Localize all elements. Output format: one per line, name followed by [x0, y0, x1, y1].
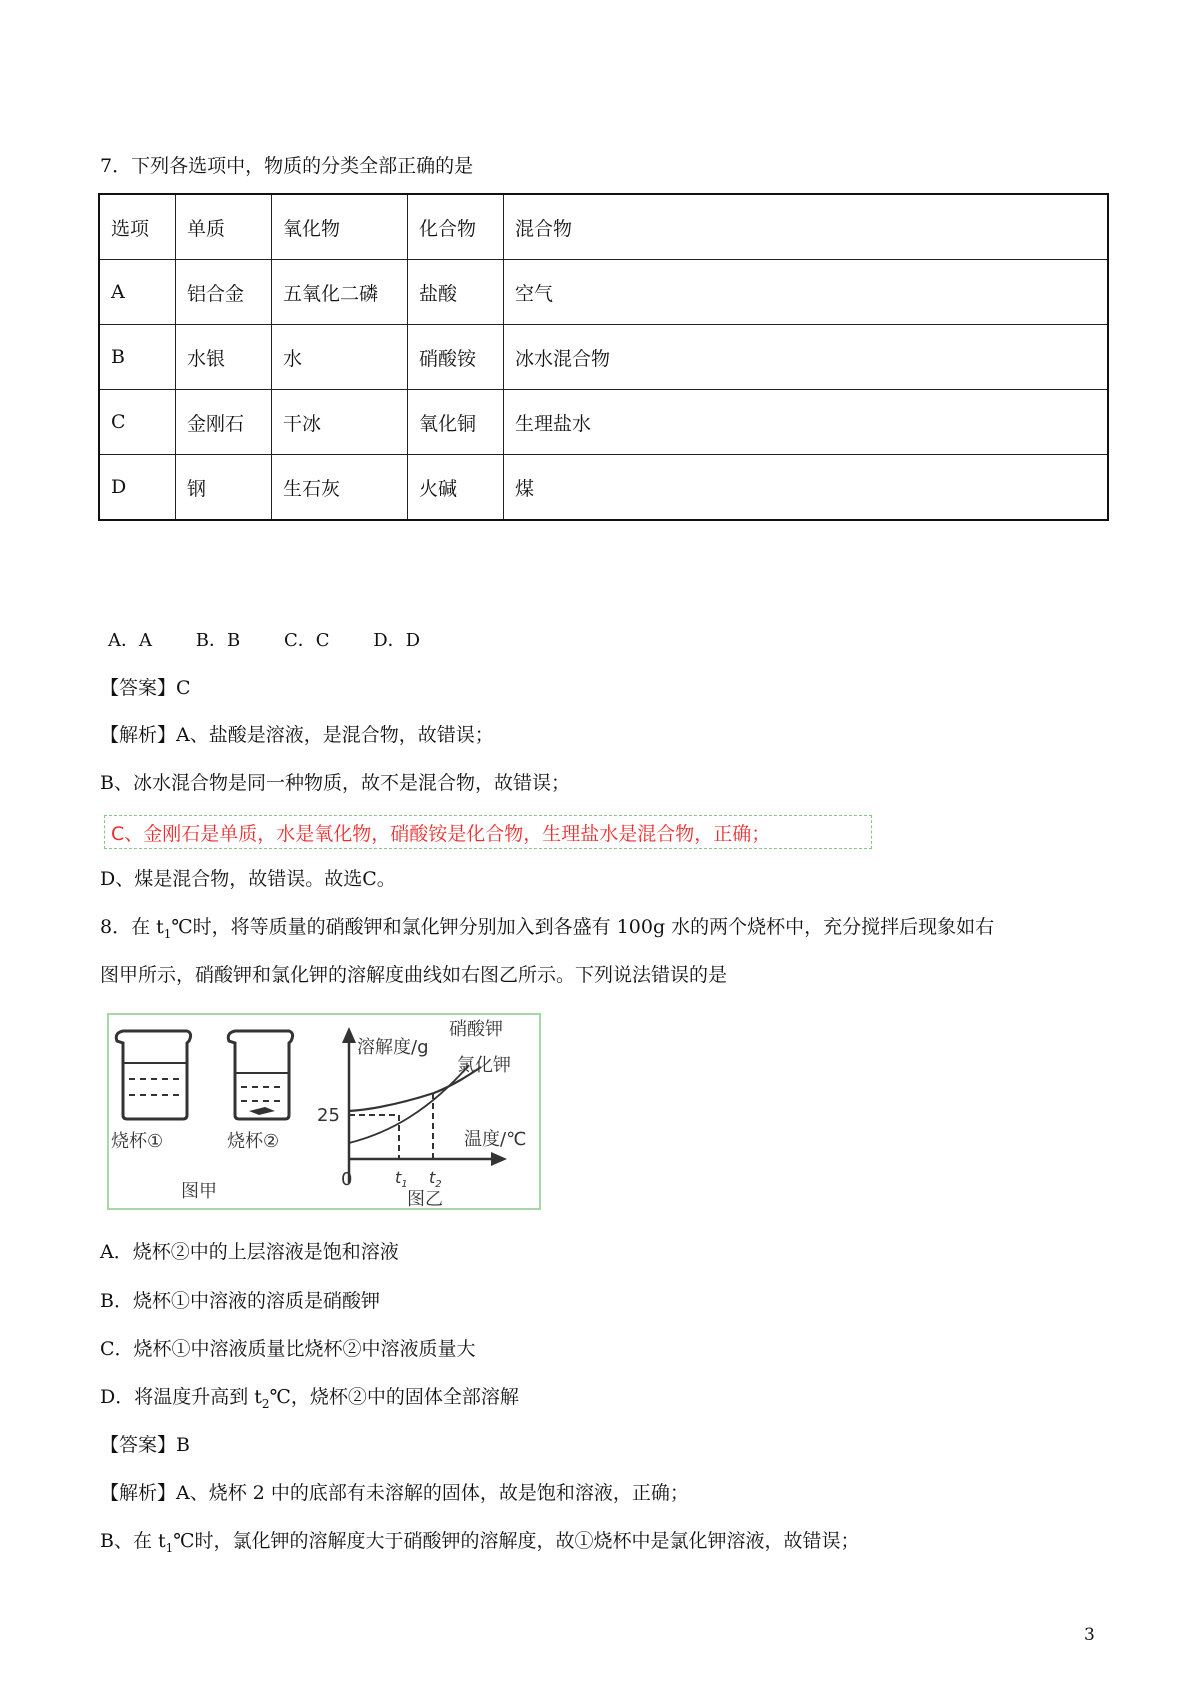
q7-answer: 【答案】C	[100, 677, 191, 699]
table-row	[99, 325, 1108, 390]
table-cell: 水银	[176, 325, 272, 390]
table-cell: D	[99, 455, 176, 521]
table-cell: 生石灰	[272, 455, 408, 521]
table-header-cell: 氧化物	[272, 194, 408, 260]
highlighted-analysis-box	[104, 815, 872, 849]
solubility-figure	[107, 1013, 541, 1210]
table-cell: 生理盐水	[504, 390, 1109, 455]
y-axis-label: 溶解度/g	[357, 1037, 429, 1058]
q8-option-d: D．将温度升高到 $t_2℃$，烧杯②中的固体全部溶解	[100, 1386, 519, 1411]
q8-analysis-b: B、在 $t_1℃$时，氯化钾的溶解度大于硝酸钾的溶解度，故①烧杯中是氯化钾溶液，故错误；	[100, 1530, 860, 1555]
beaker-2	[228, 1031, 292, 1119]
q7-analysis-d: D、煤是混合物，故错误。故选C。	[100, 868, 396, 890]
table-cell: 铝合金	[176, 260, 272, 325]
q8-option-a: A．烧杯②中的上层溶液是饱和溶液	[100, 1241, 399, 1263]
q7-options	[108, 626, 458, 652]
beaker-1-label: 烧杯①	[111, 1131, 164, 1152]
table-row	[99, 390, 1108, 455]
kno3-curve	[349, 1065, 469, 1143]
table-cell: 盐酸	[408, 260, 504, 325]
table-cell: 煤	[504, 455, 1109, 521]
t2-label: $t_2$	[429, 1168, 442, 1190]
option-c: C．C	[283, 630, 330, 651]
undissolved-solid	[249, 1107, 275, 1115]
table-cell: 五氧化二磷	[272, 260, 408, 325]
page-number: 3	[1084, 1625, 1095, 1645]
beaker-1	[116, 1031, 190, 1119]
table-cell: 氧化铜	[408, 390, 504, 455]
fig-a-caption: 图甲	[181, 1181, 217, 1202]
q7-analysis-c: C、金刚石是单质，水是氧化物，硝酸铵是化合物，生理盐水是混合物，正确；	[111, 823, 771, 845]
table-cell: 火碱	[408, 455, 504, 521]
table-cell: 空气	[504, 260, 1109, 325]
table-row	[99, 260, 1108, 325]
q8-option-b: B．烧杯①中溶液的溶质是硝酸钾	[100, 1290, 380, 1312]
table-header-cell: 化合物	[408, 194, 504, 260]
classification-table	[98, 193, 1109, 521]
table-cell: A	[99, 260, 176, 325]
q8-answer: 【答案】B	[100, 1434, 190, 1456]
curve-label-kcl: 氯化钾	[457, 1055, 511, 1076]
fig-b-caption: 图乙	[407, 1189, 443, 1208]
y-tick-25: 25	[317, 1105, 340, 1126]
table-row	[99, 455, 1108, 521]
option-b: B．B	[195, 630, 241, 651]
t1-label: $t_1$	[395, 1168, 408, 1190]
table-header-cell: 选项	[99, 194, 176, 260]
beaker-2-label: 烧杯②	[227, 1131, 280, 1152]
option-a: A．A	[108, 630, 152, 651]
table-cell: 钢	[176, 455, 272, 521]
table-cell: C	[99, 390, 176, 455]
curve-label-kno3: 硝酸钾	[449, 1019, 503, 1040]
table-cell: 干冰	[272, 390, 408, 455]
figure-svg	[109, 1015, 539, 1208]
q8-analysis-a: 【解析】A、烧杯 2 中的底部有未溶解的固体，故是饱和溶液，正确；	[100, 1482, 689, 1504]
table-cell: 水	[272, 325, 408, 390]
q7-analysis-b: B、冰水混合物是同一种物质，故不是混合物，故错误；	[100, 772, 570, 794]
q8-stem-line2: 图甲所示，硝酸钾和氯化钾的溶解度曲线如右图乙所示。下列说法错误的是	[100, 964, 728, 986]
q8-option-c: C．烧杯①中溶液质量比烧杯②中溶液质量大	[100, 1338, 476, 1360]
q8-stem-line1: 8．在 $t_1℃$时，将等质量的硝酸钾和氯化钾分别加入到各盛有 100g 水的两个烧杯中，充分搅拌后现象如右	[100, 916, 995, 941]
table-header-cell: 混合物	[504, 194, 1109, 260]
x-axis-label: 温度/℃	[464, 1129, 527, 1150]
q7-stem: 7．下列各选项中，物质的分类全部正确的是	[100, 155, 474, 177]
table-header-row	[99, 194, 1108, 260]
x-axis-arrow	[491, 1152, 507, 1166]
table-cell: 金刚石	[176, 390, 272, 455]
table-header-cell: 单质	[176, 194, 272, 260]
q7-analysis-a: 【解析】A、盐酸是溶液，是混合物，故错误；	[100, 724, 494, 746]
table-cell: 冰水混合物	[504, 325, 1109, 390]
option-d: D．D	[373, 630, 421, 651]
origin-label: 0	[341, 1169, 353, 1190]
y-axis-arrow	[342, 1027, 356, 1043]
table-cell: B	[99, 325, 176, 390]
table-cell: 硝酸铵	[408, 325, 504, 390]
